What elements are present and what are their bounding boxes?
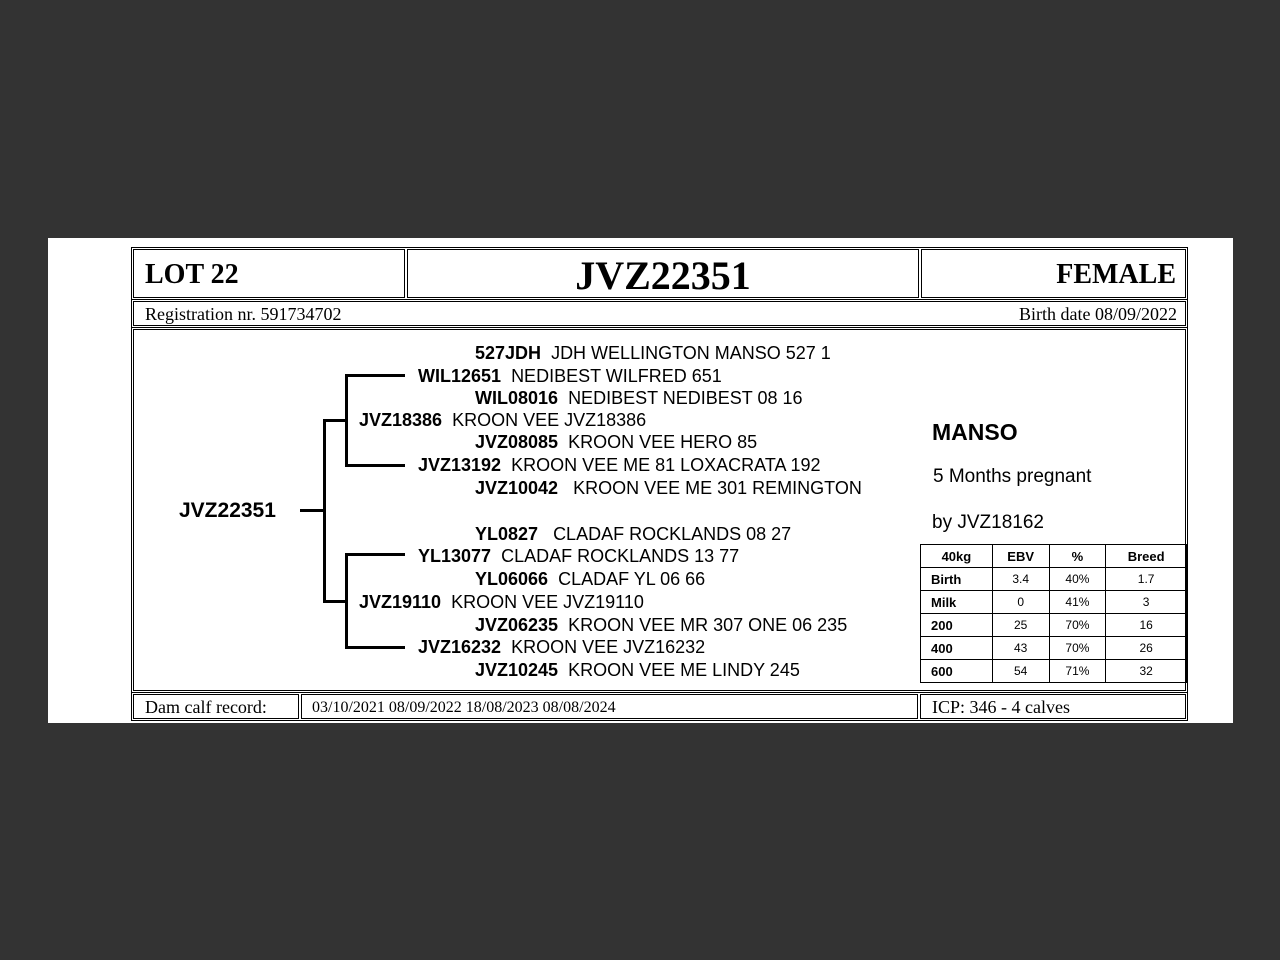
pedigree-dam: JVZ19110 KROON VEE JVZ19110 [359, 592, 644, 612]
ebv-accuracy: 71% [1049, 660, 1106, 683]
ebv-header-cell: Breed [1106, 545, 1187, 568]
ebv-value: 0 [992, 591, 1049, 614]
pedigree-line-sire-sire [345, 374, 405, 377]
ebv-accuracy: 41% [1049, 591, 1106, 614]
pedigree-line-dam [323, 600, 345, 603]
pedigree-line-sire-branch [345, 374, 348, 467]
pedigree-sire-sire-dam: WIL08016 NEDIBEST NEDIBEST 08 16 [475, 388, 803, 408]
ebv-header-cell: 40kg [921, 545, 993, 568]
pedigree-line-sire-dam [345, 464, 405, 467]
pedigree-sire-dam: JVZ13192 KROON VEE ME 81 LOXACRATA 192 [418, 455, 821, 475]
pedigree-sire-dam-sire: JVZ08085 KROON VEE HERO 85 [475, 432, 758, 452]
pedigree-line-subject [300, 509, 324, 512]
info-pregnancy-status: 5 Months pregnant [933, 466, 1092, 487]
ebv-breed-average: 26 [1106, 637, 1187, 660]
info-service-sire: by JVZ18162 [932, 512, 1044, 533]
ebv-value: 25 [992, 614, 1049, 637]
sex-label: FEMALE [1056, 259, 1176, 290]
pedigree-dam-dam-dam: JVZ10245 KROON VEE ME LINDY 245 [475, 660, 800, 680]
ebv-breed-average: 16 [1106, 614, 1187, 637]
table-row [921, 614, 1187, 637]
lot-number: LOT 22 [145, 259, 239, 290]
pedigree-sire-dam-dam: JVZ10042 KROON VEE ME 301 REMINGTON [475, 478, 862, 498]
ebv-value: 54 [992, 660, 1049, 683]
ebv-breed-average: 32 [1106, 660, 1187, 683]
ebv-header-cell: EBV [992, 545, 1049, 568]
ebv-trait-label: Milk [921, 591, 993, 614]
pedigree-line-dam-dam [345, 646, 405, 649]
ebv-breed-average: 1.7 [1106, 568, 1187, 591]
table-row [921, 660, 1187, 683]
ebv-value: 3.4 [992, 568, 1049, 591]
icp-value: ICP: 346 - 4 calves [932, 697, 1070, 717]
ebv-header-cell: % [1049, 545, 1106, 568]
info-sire-name: MANSO [932, 419, 1018, 445]
ebv-trait-label: Birth [921, 568, 993, 591]
ebv-accuracy: 70% [1049, 614, 1106, 637]
dam-calf-record-dates: 03/10/2021 08/09/2022 18/08/2023 08/08/2024 [312, 699, 616, 716]
ebv-table [920, 544, 1187, 683]
ebv-breed-average: 3 [1106, 591, 1187, 614]
table-row [921, 568, 1187, 591]
ebv-header-row [921, 545, 1187, 568]
pedigree-line-sire [323, 419, 345, 422]
ebv-accuracy: 70% [1049, 637, 1106, 660]
pedigree-dam-sire-sire: YL0827 CLADAF ROCKLANDS 08 27 [475, 524, 792, 544]
pedigree-line-parents [323, 419, 326, 603]
pedigree-sire-sire: WIL12651 NEDIBEST WILFRED 651 [418, 366, 722, 386]
birth-date: Birth date 08/09/2022 [1019, 304, 1177, 324]
registration-number: Registration nr. 591734702 [145, 304, 342, 324]
ebv-trait-label: 400 [921, 637, 993, 660]
ebv-trait-label: 200 [921, 614, 993, 637]
ebv-value: 43 [992, 637, 1049, 660]
pedigree-dam-dam: JVZ16232 KROON VEE JVZ16232 [418, 637, 706, 657]
table-row [921, 591, 1187, 614]
ebv-accuracy: 40% [1049, 568, 1106, 591]
pedigree-subject: JVZ22351 [179, 499, 276, 522]
pedigree-dam-sire: YL13077 CLADAF ROCKLANDS 13 77 [418, 546, 740, 566]
pedigree-line-dam-sire [345, 553, 405, 556]
dam-calf-record-label: Dam calf record: [145, 697, 267, 717]
pedigree-dam-dam-sire: JVZ06235 KROON VEE MR 307 ONE 06 235 [475, 615, 848, 635]
lot-card [48, 238, 1233, 723]
ebv-trait-label: 600 [921, 660, 993, 683]
pedigree-line-dam-branch [345, 553, 348, 649]
pedigree-sire: JVZ18386 KROON VEE JVZ18386 [359, 410, 647, 430]
pedigree-sire-sire-sire: 527JDH JDH WELLINGTON MANSO 527 1 [475, 343, 831, 363]
table-row [921, 637, 1187, 660]
animal-id-title: JVZ22351 [575, 253, 751, 298]
pedigree-dam-sire-dam: YL06066 CLADAF YL 06 66 [475, 569, 706, 589]
